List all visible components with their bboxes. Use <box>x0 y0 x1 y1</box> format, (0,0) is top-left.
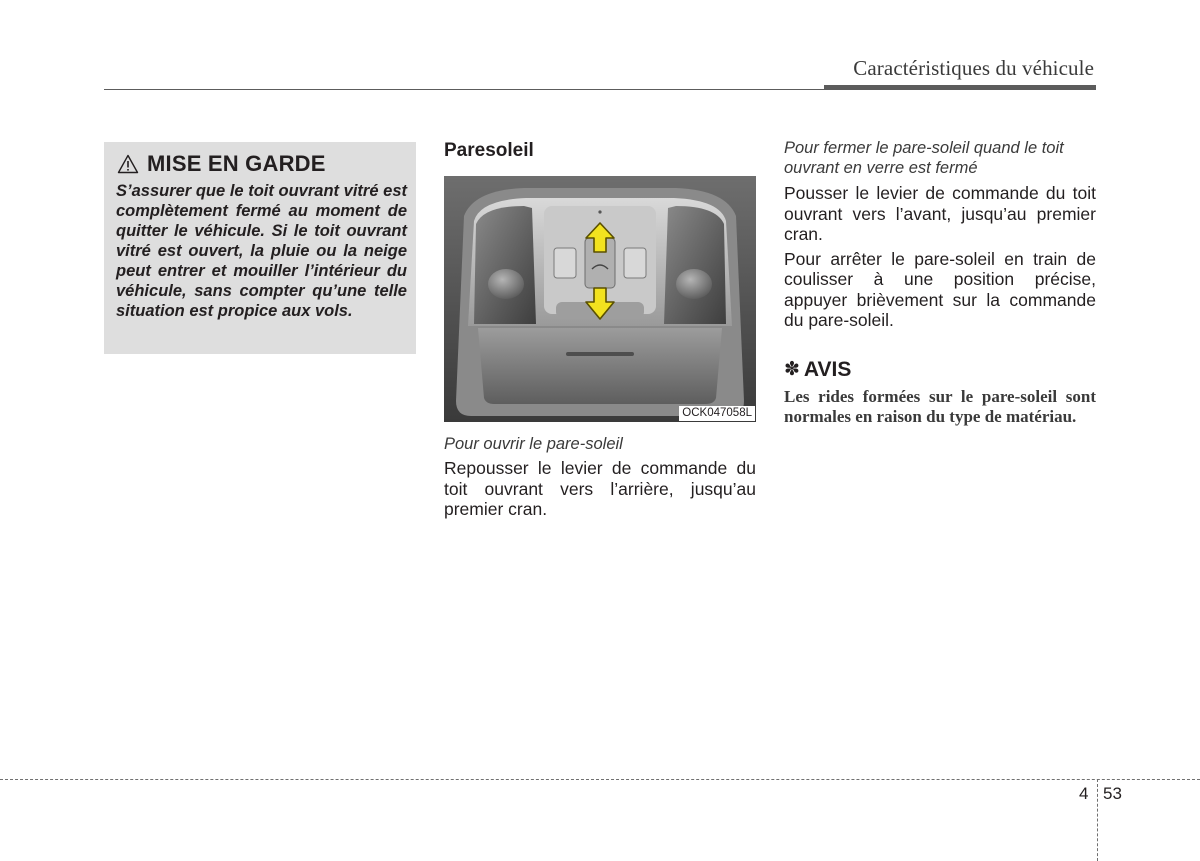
notice-star-icon: ✽ <box>784 359 800 380</box>
sunglass-bin <box>478 328 722 404</box>
sunshade-section <box>444 138 756 520</box>
section-title: Paresoleil <box>444 140 534 161</box>
figure-code: OCK047058L <box>679 406 755 421</box>
open-sunshade-text: Repousser le levier de commande du toit ouvrant vers l’arrière, jusqu’au premier cran. <box>444 458 756 519</box>
warning-box <box>104 142 416 354</box>
right-lamp-knob <box>676 269 712 299</box>
left-switch <box>554 248 576 278</box>
stop-sunshade-text: Pour arrêter le pare-soleil en train de coulisser à une position précise, appuyer brièvement sur la commande du pare-soleil. <box>784 248 1096 330</box>
warning-header <box>116 152 407 176</box>
close-sunshade-text: Pousser le levier de commande du toit ouvrant vers l’avant, jusqu’au premier cran. <box>784 183 1096 244</box>
header-rule-accent <box>824 85 1096 90</box>
bin-handle <box>566 352 634 356</box>
left-map-lamp <box>474 206 536 324</box>
open-sunshade-heading: Pour ouvrir le pare-soleil <box>444 435 623 453</box>
page-header-title: Caractéristiques du véhicule <box>853 56 1094 80</box>
warning-text: S’assurer que le toit ouvrant vitré est complètement fermé au moment de quitter le véhicule. Si le toit ouvrant vitré est ouvert, la pluie ou la neige peut entrer et mouiller l’intérieur du véhicule, sans compter qu’une telle situation est propice aux vols. <box>116 182 407 320</box>
right-switch <box>624 248 646 278</box>
chapter-number: 4 <box>1079 784 1089 803</box>
warning-triangle-icon <box>117 154 139 174</box>
overhead-console-figure <box>444 176 756 422</box>
left-lamp-knob <box>488 269 524 299</box>
notice-text: Les rides formées sur le pare-soleil sont normales en raison du type de matériau. <box>784 386 1096 426</box>
footer-divider <box>0 779 1200 780</box>
indicator-dot <box>598 210 601 213</box>
notice-title: AVIS <box>803 357 852 381</box>
footer-page-divider <box>1097 779 1098 861</box>
warning-title: MISE EN GARDE <box>147 151 326 176</box>
notice-header <box>784 357 1096 383</box>
page-number: 53 <box>1103 784 1122 803</box>
close-sunshade-heading: Pour fermer le pare-soleil quand le toit ouvrant en verre est fermé <box>784 139 1064 177</box>
close-sunshade-section <box>784 138 1096 427</box>
right-map-lamp <box>664 206 726 324</box>
overhead-console-illustration <box>444 176 756 422</box>
